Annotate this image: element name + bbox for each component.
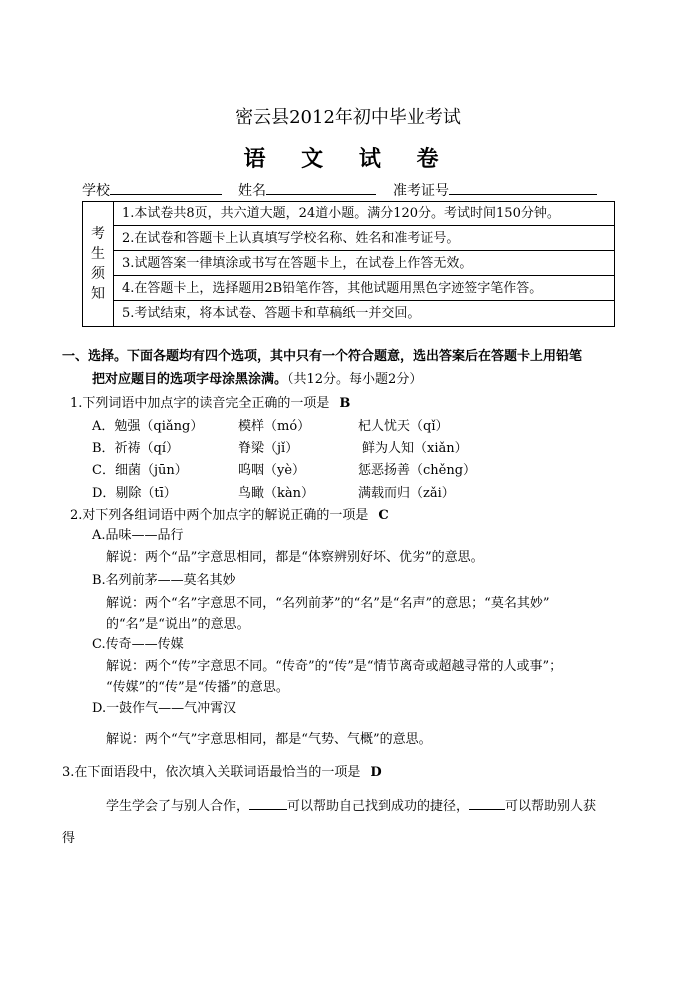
school-field[interactable] <box>82 182 230 200</box>
school-label: 学校 <box>82 183 110 199</box>
question-2-answer: C <box>378 508 389 523</box>
name-blank[interactable] <box>266 182 376 195</box>
question-1 <box>70 396 350 412</box>
q2-option-b-words: B.名列前茅——莫名其妙 <box>92 573 236 588</box>
exam-title: 密云县2012年初中毕业考试 <box>235 107 461 128</box>
q1-option: 鲜为人知（xiǎn） <box>362 441 468 456</box>
q3-passage-part2: 可以帮助自己找到成功的捷径， <box>287 799 470 814</box>
q1-option: C．细菌（jūn） <box>92 463 188 478</box>
question-2 <box>70 508 389 524</box>
q1-option: B．祈祷（qí） <box>92 441 180 456</box>
question-1-answer: B <box>339 396 351 411</box>
section1-heading-score: （共12分。每小题2分） <box>287 372 423 387</box>
candidate-notice-box <box>82 201 615 327</box>
question-1-stem: 1.下列词语中加点字的读音完全正确的一项是 <box>70 396 330 411</box>
q1-option: 杞人忧天（qǐ） <box>358 419 449 434</box>
question-3-stem: 3.在下面语段中，依次填入关联词语最恰当的一项是 <box>62 765 361 780</box>
q2-option-c-explanation-cont: “传媒”的“传”是“传播”的意思。 <box>106 680 289 695</box>
section1-heading-bold: 把对应题目的选项字母涂黑涂满。 <box>92 372 288 387</box>
section1-heading-line1: 一、选择。下面各题均有四个选项，其中只有一个符合题意，选出答案后在答题卡上用铅笔 <box>62 349 583 364</box>
q1-option: 模样（mó） <box>238 419 311 434</box>
q3-passage-part1: 学生学会了与别人合作， <box>106 799 250 814</box>
question-3 <box>62 765 382 781</box>
q3-passage-part3: 可以帮助别人获 <box>505 799 597 814</box>
q1-option: 鸟瞰（kàn） <box>238 486 315 501</box>
section1-heading-line2 <box>92 372 422 388</box>
name-label: 姓名 <box>238 183 266 199</box>
q1-option: 脊梁（jǐ） <box>238 441 299 456</box>
q1-option: 惩恶扬善（chěng） <box>358 463 477 478</box>
q2-option-c-words: C.传奇——传媒 <box>92 637 184 652</box>
q3-passage-line1 <box>106 797 596 815</box>
question-2-stem: 2.对下列各组词语中两个加点字的解说正确的一项是 <box>70 508 369 523</box>
name-field[interactable] <box>238 182 384 200</box>
ticket-blank[interactable] <box>449 182 597 195</box>
notice-item: 4.在答题卡上，选择题用2B铅笔作答，其他试题用黑色字迹签字笔作答。 <box>114 277 614 301</box>
q1-option: D．剔除（tī） <box>92 486 177 501</box>
q3-passage-line2: 得 <box>62 831 76 846</box>
q2-option-d-explanation: 解说：两个“气”字意思相同，都是“气势、气概”的意思。 <box>106 732 432 747</box>
school-blank[interactable] <box>110 182 222 195</box>
q2-option-a-words: A.品味——品行 <box>92 528 184 543</box>
q1-option: A．勉强（qiǎng） <box>92 419 204 434</box>
notice-label <box>83 202 114 326</box>
q2-option-d-words: D.一鼓作气——气冲霄汉 <box>92 701 237 716</box>
ticket-field[interactable] <box>393 182 605 200</box>
notice-item: 5.考试结束，将本试卷、答题卡和草稿纸一并交回。 <box>122 306 421 321</box>
q1-option: 满载而归（zǎi） <box>358 486 455 501</box>
q2-option-a-explanation: 解说：两个“品”字意思相同，都是“体察辨别好坏、优劣”的意思。 <box>106 550 484 565</box>
notice-item: 1.本试卷共8页，共六道大题，24道小题。满分120分。考试时间150分钟。 <box>114 202 614 226</box>
ticket-label: 准考证号 <box>393 183 449 199</box>
q3-blank-1[interactable] <box>249 797 287 810</box>
q2-option-c-explanation: 解说：两个“传”字意思不同。“传奇”的“传”是“情节离奇或超越寻常的人或事”； <box>106 659 563 674</box>
q1-option: 呜咽（yè） <box>238 463 306 478</box>
notice-item: 2.在试卷和答题卡上认真填写学校名称、姓名和准考证号。 <box>114 227 614 251</box>
notice-label-char: 知 <box>91 286 105 302</box>
question-3-answer: D <box>370 765 382 780</box>
q2-option-b-explanation-cont: 的“名”是“说出”的意思。 <box>106 617 250 632</box>
q2-option-b-explanation: 解说：两个“名”字意思不同，“名列前茅”的“名”是“名声”的意思；“莫名其妙” <box>106 596 550 611</box>
exam-subtitle: 语 文 试 卷 <box>243 146 453 172</box>
q3-blank-2[interactable] <box>469 797 505 810</box>
notice-label-char: 生 <box>91 246 105 262</box>
notice-item: 3.试题答案一律填涂或书写在答题卡上，在试卷上作答无效。 <box>114 252 614 276</box>
notice-label-char: 考 <box>91 226 105 242</box>
notice-label-char: 须 <box>91 266 105 282</box>
